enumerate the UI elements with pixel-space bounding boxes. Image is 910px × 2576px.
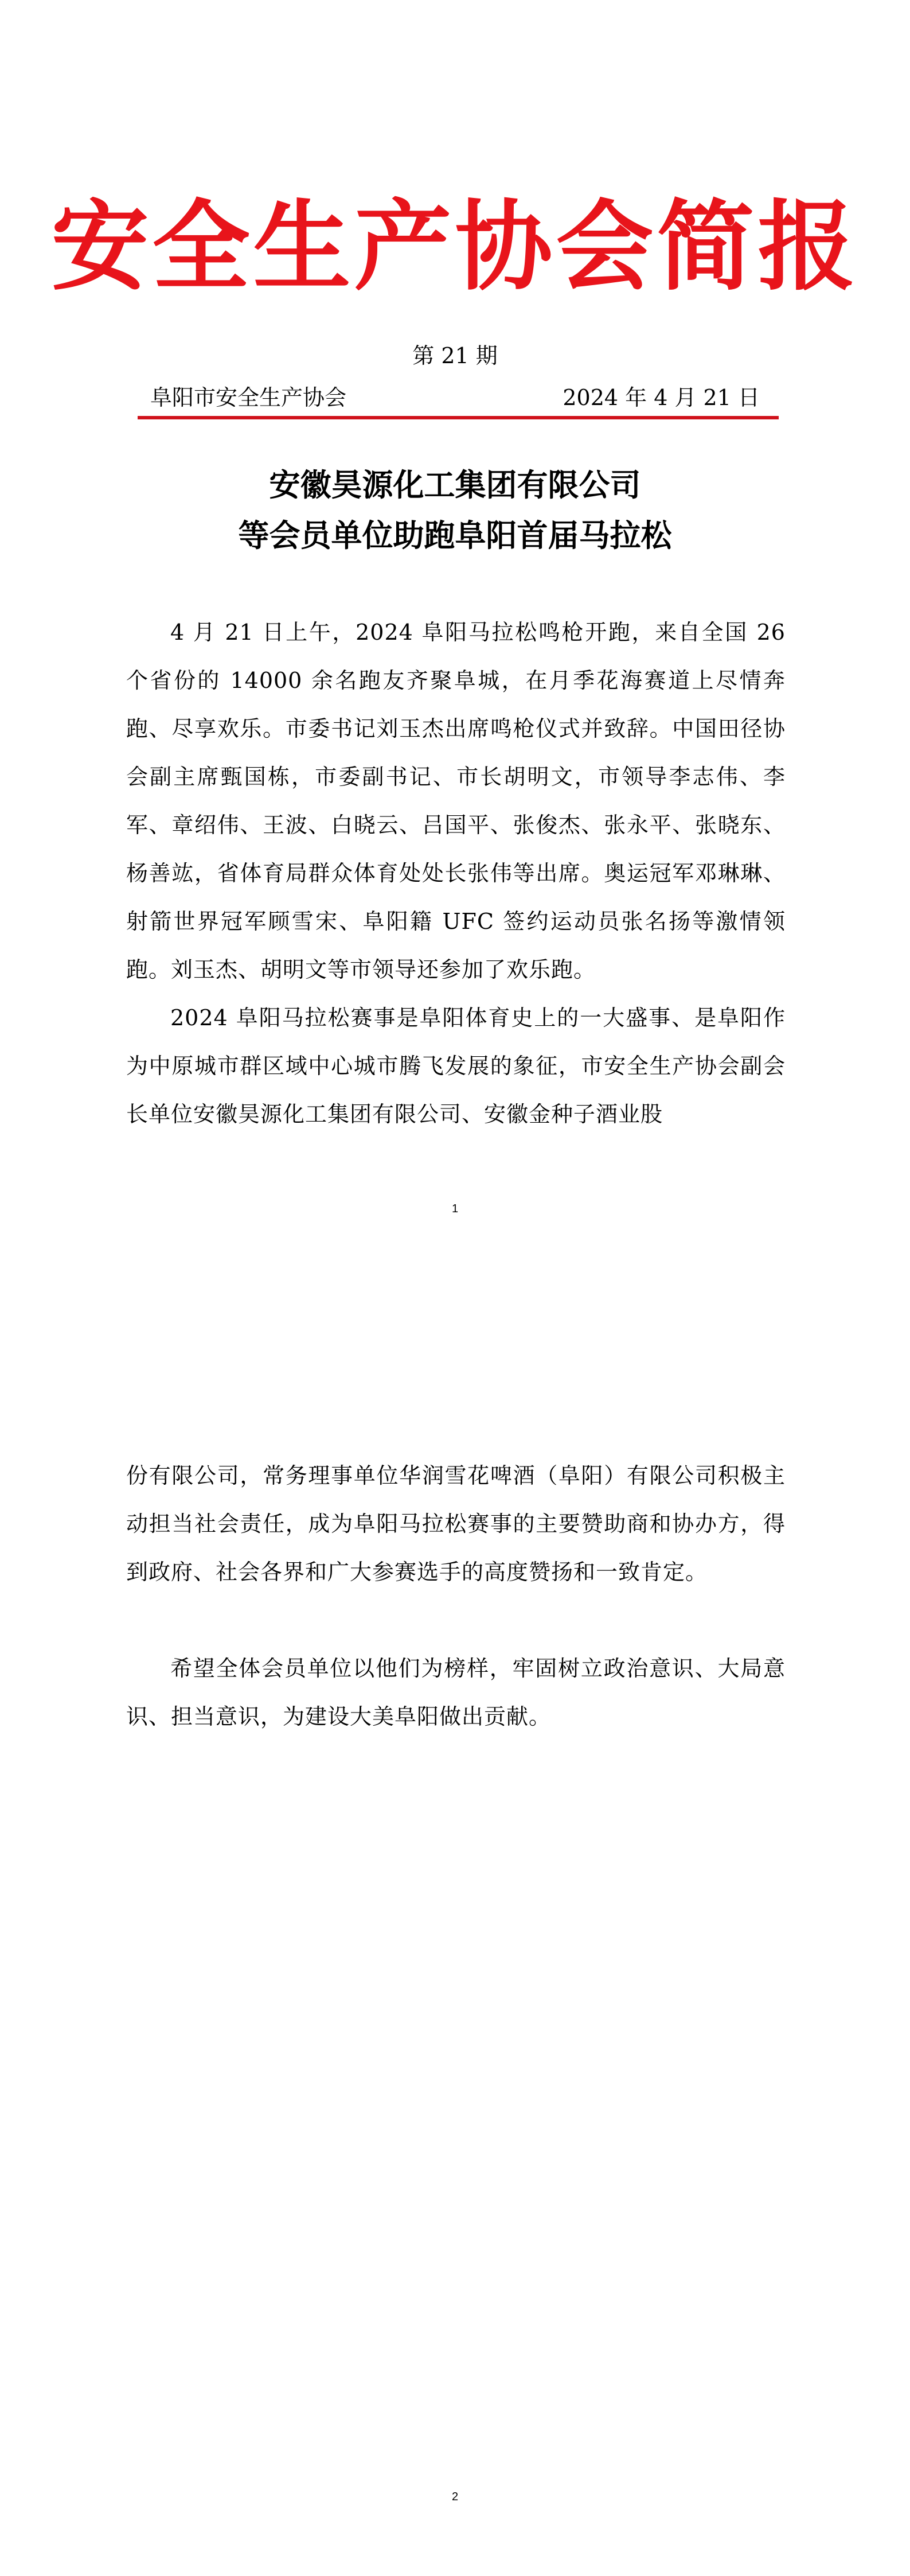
- article-paragraph-2-continued: 份有限公司，常务理事单位华润雪花啤酒（阜阳）有限公司积极主动担当社会责任，成为阜阳马拉松赛事的主要赞助商和协办方，得到政府、社会各界和广大参赛选手的高度赞扬和一致肯定。: [126, 1463, 786, 1585]
- masthead-title: 安全生产协会简报: [51, 189, 859, 304]
- page-number: 1: [451, 1203, 459, 1215]
- masthead-divider: [138, 416, 779, 419]
- issuer-name: 阜阳市安全生产协会: [150, 385, 347, 410]
- article-headline-line-1: 安徽昊源化工集团有限公司: [269, 466, 641, 503]
- page-number: 2: [451, 2491, 459, 2503]
- issue-date: 2024 年 4 月 21 日: [563, 385, 760, 410]
- page-2: [0, 1288, 910, 2576]
- issue-number: 第 21 期: [412, 343, 498, 368]
- article-paragraph-2: 2024 阜阳马拉松赛事是阜阳体育史上的一大盛事、是阜阳作为中原城市群区域中心城市腾飞发展的象征，市安全生产协会副会长单位安徽昊源化工集团有限公司、安徽金种子酒业股: [126, 1005, 786, 1127]
- article-paragraph-3: 希望全体会员单位以他们为榜样，牢固树立政治意识、大局意识、担当意识，为建设大美阜阳做出贡献。: [126, 1656, 786, 1729]
- article-headline-line-2: 等会员单位助跑阜阳首届马拉松: [238, 517, 672, 554]
- article-paragraph-1: 4 月 21 日上午，2024 阜阳马拉松鸣枪开跑，来自全国 26 个省份的 14000 余名跑友齐聚阜城，在月季花海赛道上尽情奔跑、尽享欢乐。市委书记刘玉杰出席鸣枪仪式并致辞。中国田径协会副主席甄国栋，市委副书记、市长胡明文，市领导李志伟、李军、章绍伟、王波、白晓云、吕国平、张俊杰、张永平、张晓东、杨善竑，省体育局群众体育处处长张伟等出席。奥运冠军邓琳琳、射箭世界冠军顾雪宋、阜阳籍 UFC 签约运动员张名扬等激情领跑。刘玉杰、胡明文等市领导还参加了欢乐跑。: [126, 620, 786, 982]
